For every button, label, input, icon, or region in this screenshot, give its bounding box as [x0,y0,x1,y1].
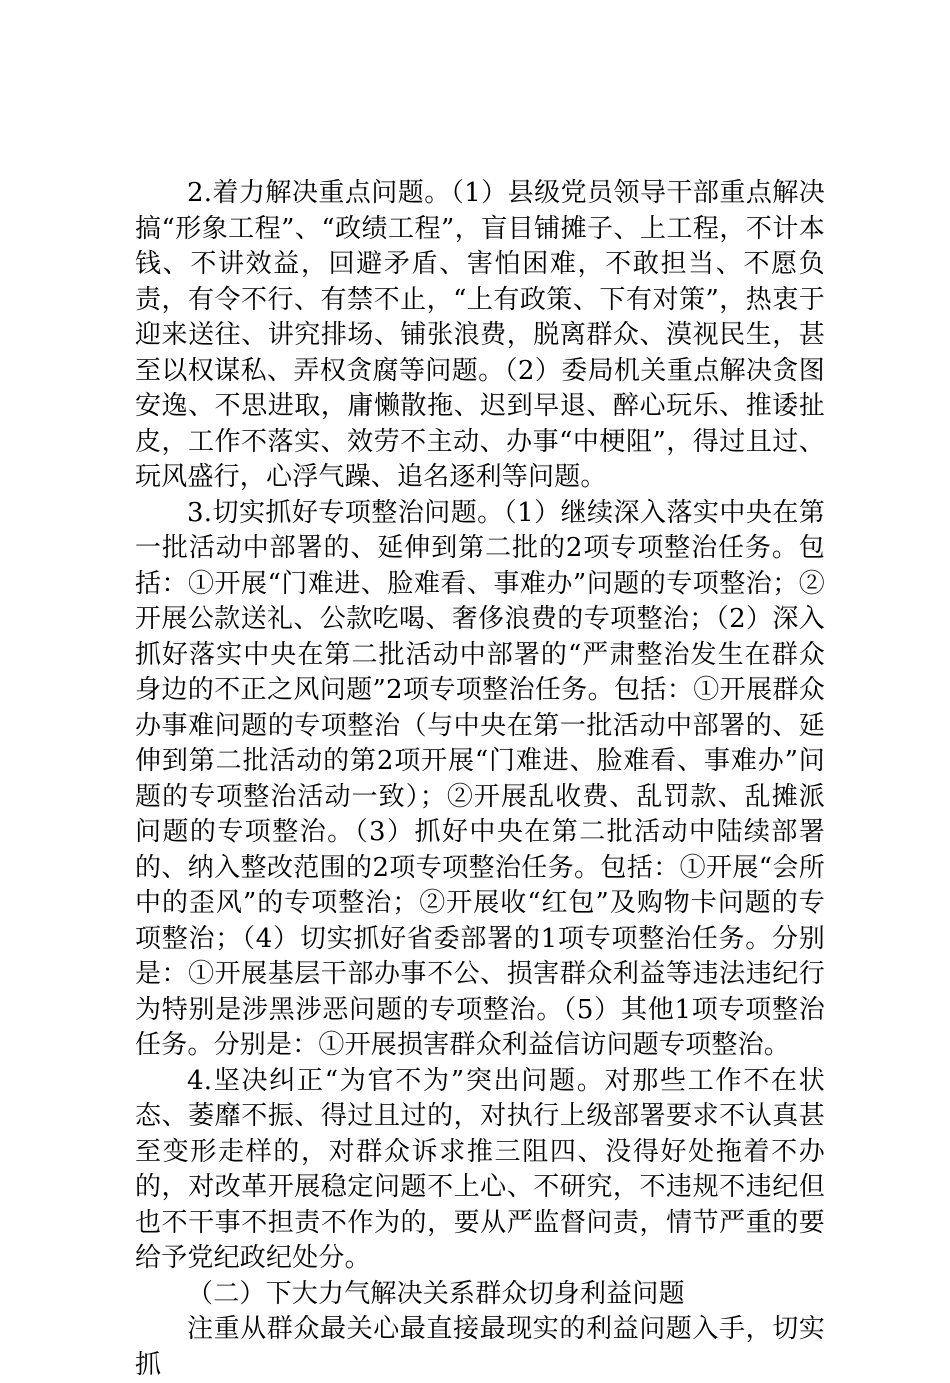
paragraph-inaction-correction: 4.坚决纠正“为官不为”突出问题。对那些工作不在状态、萎靡不振、得过且过的，对执行上级部署要求不认真甚至变形走样的，对群众诉求推三阻四、没得好处拖着不办的，对改革开展稳定问题不上心、不研究，不违规不违纪但也不干事不担责不作为的，要从严监督问责，情节严重的要给予党纪政纪处分。 [135,1065,825,1273]
document-body [135,176,825,1383]
section-subheading: （二）下大力气解决关系群众切身利益问题 [187,1278,685,1309]
paragraph-key-issues: 2.着力解决重点问题。（1）县级党员领导干部重点解决搞“形象工程”、“政绩工程”，盲目铺摊子、上工程，不计本钱、不讲效益，回避矛盾、害怕困难，不敢担当、不愿负责，有令不行、有禁不止，“上有政策、下有对策”，热衷于迎来送往、讲究排场、铺张浪费，脱离群众、漠视民生，甚至以权谋私、弄权贪腐等问题。（2）委局机关重点解决贪图安逸、不思进取，庸懒散拖、迟到早退、醉心玩乐、推诿扯皮，工作不落实、效劳不主动、办事“中梗阻”，得过且过、玩风盛行，心浮气躁、追名逐利等问题。 [135,178,825,492]
paragraph-special-rectification: 3.切实抓好专项整治问题。（1）继续深入落实中央在第一批活动中部署的、延伸到第二批的2项专项整治任务。包括：①开展“门难进、脸难看、事难办”问题的专项整治；②开展公款送礼、公款吃喝、奢侈浪费的专项整治；（2）深入抓好落实中央在第二批活动中部署的“严肃整治发生在群众身边的不正之风问题”2项专项整治任务。包括：①开展群众办事难问题的专项整治（与中央在第一批活动中部署的、延伸到第二批活动的第2项开展“门难进、脸难看、事难办”问题的专项整治活动一致）；②开展乱收费、乱罚款、乱摊派问题的专项整治。（3）抓好中央在第二批活动中陆续部署的、纳入整改范围的2项专项整治任务。包括：①开展“会所中的歪风”的专项整治；②开展收“红包”及购物卡问题的专项整治；（4）切实抓好省委部署的1项专项整治任务。分别是：①开展基层干部办事不公、损害群众利益等违法违纪行为特别是涉黑涉恶问题的专项整治。（5）其他1项专项整治任务。分别是：①开展损害群众利益信访问题专项整治。 [135,497,825,1060]
paragraph-closing: 注重从群众最关心最直接最现实的利益问题入手，切实抓 [135,1314,825,1380]
